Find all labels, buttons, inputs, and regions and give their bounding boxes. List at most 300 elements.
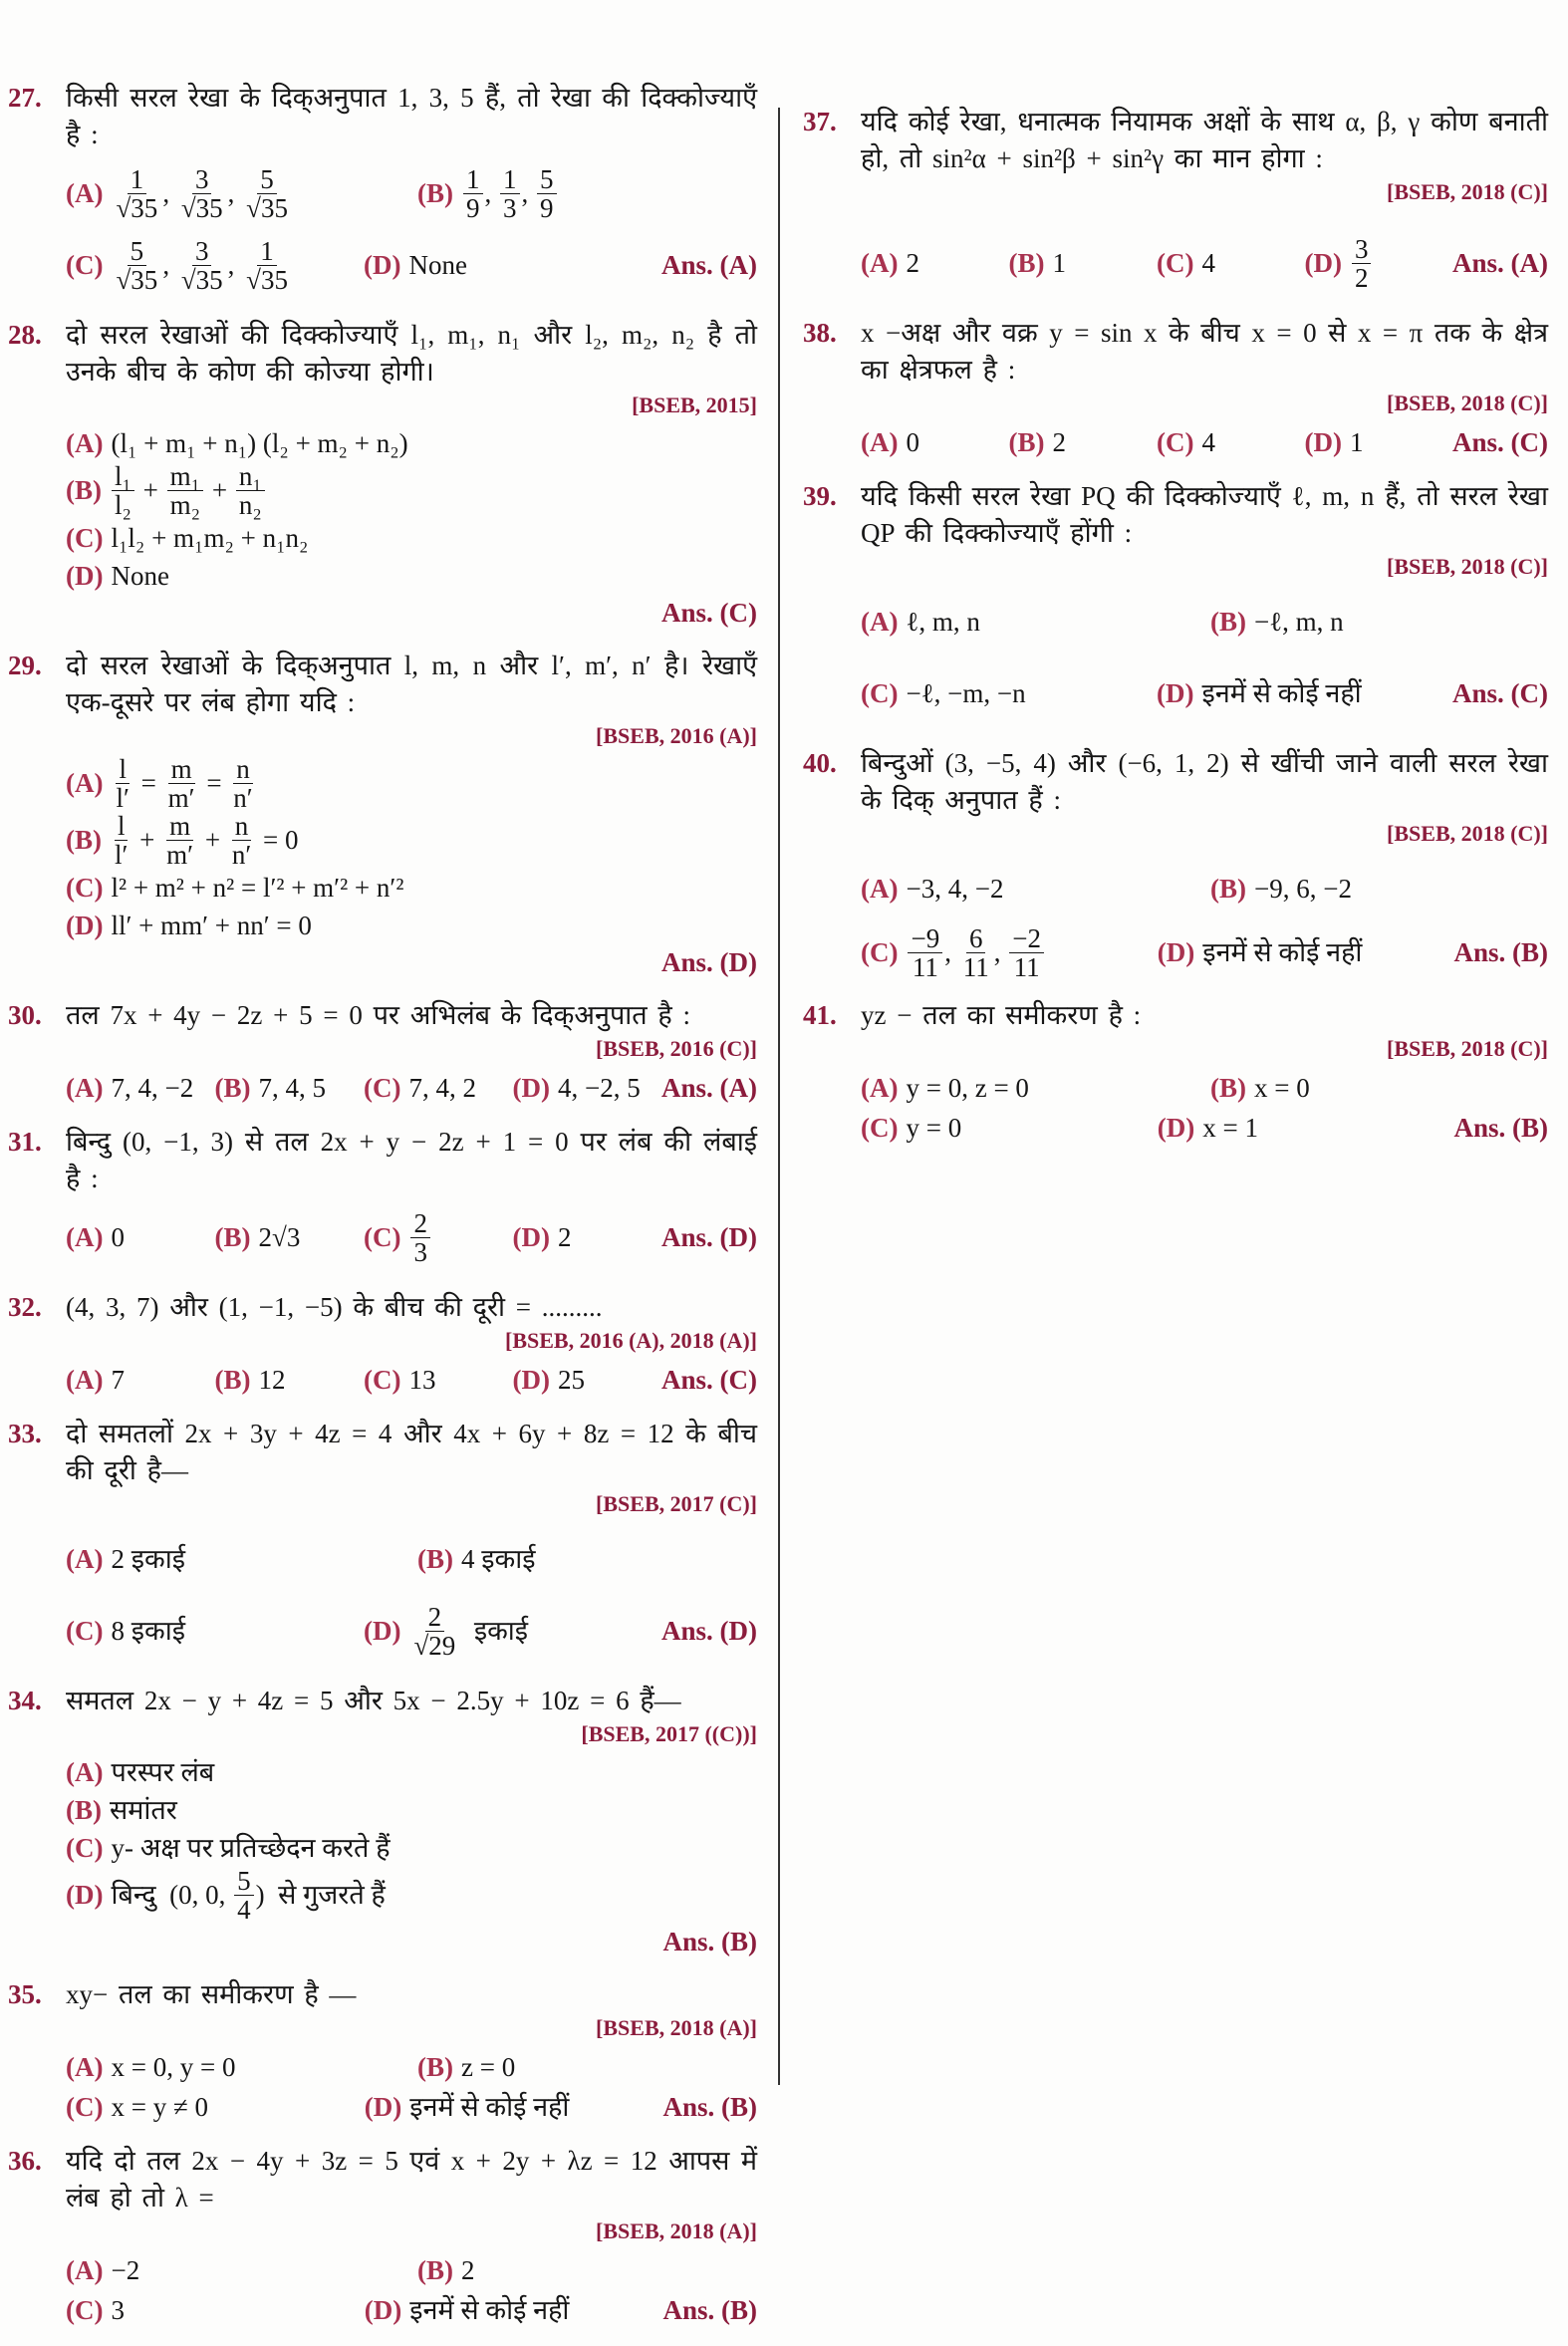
option-value: [111, 908, 311, 944]
option-row: [66, 1867, 757, 1924]
question-text: दो समतलों 2x + 3y + 4z = 4 और 4x + 6y + 8z = 12 के बीच की दूरी है—: [66, 1419, 757, 1485]
fraction-numerator: 3: [192, 237, 212, 266]
option-a[interactable]: [861, 1070, 1198, 1107]
question-body: [66, 1683, 757, 1960]
option-d[interactable]: [1157, 675, 1440, 712]
fraction-numerator: 5: [257, 165, 277, 194]
options: [66, 755, 757, 981]
option-c[interactable]: [66, 2292, 353, 2329]
option-text: +: [198, 825, 227, 855]
option-text: 7, 4, 2: [408, 1072, 476, 1103]
option-label: (D): [1157, 937, 1195, 967]
option-text: 2: [557, 1221, 572, 1252]
option-label: (D): [66, 1880, 104, 1910]
exam-source-tag: [BSEB, 2018 (C)]: [1387, 1036, 1548, 1061]
exam-source-tag: [BSEB, 2018 (C)]: [1387, 554, 1548, 579]
question-body: [66, 1289, 757, 1400]
option-value: [906, 604, 979, 641]
answer-label: Ans. (D): [661, 1615, 758, 1646]
option-d[interactable]: [513, 1362, 651, 1399]
option-value: [906, 1070, 1028, 1107]
option-d[interactable]: [1158, 1110, 1442, 1147]
option-label: (A): [66, 1543, 104, 1574]
fraction: [165, 755, 198, 812]
answer-label: Ans. (A): [1452, 247, 1549, 278]
question-number: 33.: [8, 1419, 42, 1448]
option-text: 13: [408, 1364, 436, 1395]
option-value: [906, 245, 919, 282]
option-label: (B): [1210, 606, 1246, 637]
option-text: 2√3: [258, 1221, 301, 1252]
option-row: [66, 907, 757, 944]
option-row: [861, 1068, 1548, 1108]
fraction-numerator: 3: [192, 165, 212, 194]
option-label: (D): [512, 1072, 550, 1103]
option-label: (A): [861, 247, 899, 278]
option-value: [408, 247, 466, 284]
option-label: (B): [417, 2051, 453, 2082]
option-text: 4: [1201, 426, 1215, 457]
fraction-denominator: n′: [231, 840, 252, 870]
option-text: 7, 4, 5: [258, 1072, 326, 1103]
option-label: (C): [861, 677, 899, 708]
fraction-denominator: √29: [413, 1630, 456, 1661]
option-c[interactable]: [861, 675, 1145, 712]
option-a[interactable]: [66, 2049, 405, 2086]
option-value: [558, 1219, 572, 1256]
option-a[interactable]: [66, 1362, 203, 1399]
option-d[interactable]: [365, 2292, 652, 2329]
option-text: 4, −2, 5: [557, 1072, 641, 1103]
fraction: [1009, 924, 1044, 981]
question-body: [66, 2143, 757, 2330]
option-d[interactable]: [364, 1603, 650, 1660]
fraction-numerator: −2: [1009, 924, 1044, 953]
option-row: [66, 2290, 757, 2330]
fraction-denominator: n′: [233, 783, 253, 813]
option-label: (D): [364, 2294, 402, 2325]
option-d[interactable]: [364, 247, 650, 284]
question-29: [8, 648, 757, 981]
option-text: इकाई: [460, 1615, 529, 1646]
option-d[interactable]: [365, 2089, 652, 2126]
option-b[interactable]: [417, 2049, 757, 2086]
option-text: इनमें से कोई नहीं: [1202, 937, 1363, 967]
option-text: 2 इकाई: [111, 1543, 185, 1574]
fraction: [113, 755, 131, 812]
question-text: दो सरल रेखाओं के दिक्अनुपात l, m, n और l′, m′, n′ है। रेखाएँ एक-दूसरे पर लंब होगा यदि :: [66, 651, 757, 717]
options: [66, 1201, 757, 1273]
option-label: (A): [66, 1221, 104, 1252]
option-value: [111, 2089, 208, 2126]
option-row: [66, 157, 757, 229]
option-value: [408, 1603, 528, 1660]
option-row: [66, 755, 757, 812]
option-row: [66, 1068, 757, 1108]
option-c[interactable]: [66, 1613, 352, 1650]
option-c[interactable]: [861, 924, 1146, 981]
option-value: [111, 2252, 139, 2289]
option-value: [1254, 871, 1352, 908]
answer-label: Ans. (B): [662, 1927, 757, 1956]
option-text: ,: [227, 177, 242, 208]
option-text: 2: [906, 247, 919, 278]
fraction: [463, 165, 483, 222]
option-b[interactable]: [66, 812, 757, 869]
option-d[interactable]: [1305, 424, 1441, 461]
fraction-denominator: √35: [116, 192, 158, 223]
option-text: −2: [111, 2254, 140, 2285]
fraction: [167, 462, 203, 519]
option-b[interactable]: [215, 1219, 353, 1256]
option-a[interactable]: [66, 755, 757, 812]
option-label: (A): [66, 177, 104, 208]
options: [861, 1068, 1548, 1148]
option-text: 1: [1349, 426, 1364, 457]
option-a[interactable]: [861, 245, 997, 282]
option-value: [111, 558, 168, 595]
option-label: (C): [1157, 426, 1194, 457]
option-text: 25: [557, 1364, 585, 1395]
option-text: 12: [258, 1364, 286, 1395]
question-text: यदि कोई रेखा, धनात्मक नियामक अक्षों के साथ α, β, γ कोण बनाती हो, तो sin²α + sin²β + sin²γ का मान होगा :: [861, 107, 1548, 173]
option-d[interactable]: [66, 558, 757, 595]
option-row: [66, 1360, 757, 1400]
fraction: [410, 1209, 430, 1266]
option-text: x = 0, y = 0: [111, 2051, 236, 2082]
option-b[interactable]: [66, 1792, 757, 1829]
option-text: =: [133, 768, 163, 798]
option-a[interactable]: [66, 1070, 203, 1107]
option-row: [66, 1595, 757, 1667]
option-b[interactable]: [1210, 871, 1548, 908]
option-label: (C): [66, 1615, 104, 1646]
option-text: बिन्दु (0, 0,: [111, 1880, 233, 1910]
option-value: [110, 812, 298, 869]
option-row: [66, 229, 757, 301]
options: [861, 586, 1548, 729]
option-row: [66, 557, 757, 595]
option-value: [111, 1613, 185, 1650]
option-label: (B): [1210, 873, 1246, 904]
fraction-denominator: m′: [167, 783, 195, 813]
option-text: z = 0: [461, 2051, 516, 2082]
fraction-denominator: √35: [246, 192, 288, 223]
option-text: −ℓ, −m, −n: [906, 677, 1026, 708]
option-b[interactable]: [417, 1541, 757, 1578]
fraction: [178, 165, 226, 222]
option-label: (C): [861, 937, 899, 967]
exam-source-tag: [BSEB, 2016 (A)]: [596, 723, 757, 748]
option-text: y = 0, z = 0: [906, 1072, 1029, 1103]
question-text: बिन्दुओं (3, −5, 4) और (−6, 1, 2) से खींची जाने वाली सरल रेखा के दिक् अनुपात हैं :: [861, 748, 1548, 815]
question-body: [861, 997, 1548, 1148]
option-value: [1053, 245, 1067, 282]
option-label: (D): [512, 1221, 550, 1252]
option-value: [111, 165, 292, 222]
option-value: [906, 1110, 961, 1147]
option-a[interactable]: [66, 2252, 405, 2289]
question-number: 38.: [803, 318, 837, 348]
option-text: l₁l₂ + m₁m₂ + n₁n₂: [111, 522, 309, 553]
fraction-numerator: 1: [500, 165, 520, 194]
option-row: [66, 462, 757, 519]
option-text: परस्पर लंब: [111, 1756, 215, 1787]
fraction: [908, 924, 942, 981]
option-d[interactable]: [513, 1070, 651, 1107]
option-c[interactable]: [66, 2089, 353, 2126]
answer-label: Ans. (A): [661, 249, 758, 280]
options: [66, 1753, 757, 1960]
question-body: [861, 104, 1548, 299]
option-a[interactable]: [861, 604, 1198, 641]
options: [861, 422, 1548, 462]
option-d[interactable]: [513, 1219, 651, 1256]
option-c[interactable]: [66, 1830, 757, 1867]
option-d[interactable]: [66, 1867, 757, 1924]
option-value: [111, 870, 403, 907]
fraction-numerator: l: [116, 755, 130, 784]
option-text: ,: [162, 249, 176, 280]
option-value: [1350, 235, 1374, 292]
option-row: [66, 1201, 757, 1273]
question-body: [66, 1976, 757, 2127]
question-text: यदि किसी सरल रेखा PQ की दिक्कोज्याएँ ℓ, m, n हैं, तो सरल रेखा QP की दिक्कोज्याएँ होंगी :: [861, 481, 1548, 548]
option-a[interactable]: [66, 1541, 405, 1578]
option-text: 2: [1052, 426, 1066, 457]
option-c[interactable]: [1157, 424, 1293, 461]
exam-source-tag: [BSEB, 2017 (C)]: [596, 1491, 757, 1516]
fraction: [163, 812, 196, 869]
options: [66, 157, 757, 301]
question-number: 28.: [8, 320, 42, 350]
option-text: x = y ≠ 0: [111, 2091, 209, 2122]
question-38: [803, 315, 1548, 462]
option-row: [861, 227, 1548, 299]
fraction-numerator: 1: [128, 165, 147, 194]
answer-label: Ans. (C): [1452, 426, 1549, 457]
option-row: [66, 2047, 757, 2087]
option-b[interactable]: [215, 1362, 353, 1399]
fraction-numerator: 5: [234, 1867, 254, 1896]
option-value: [906, 675, 1025, 712]
column-divider: [778, 108, 780, 2085]
option-row: [66, 519, 757, 557]
option-a[interactable]: [861, 871, 1198, 908]
option-row: [66, 1829, 757, 1867]
exam-source-tag: [BSEB, 2018 (A)]: [596, 2218, 757, 2243]
question-33: [8, 1416, 757, 1667]
option-b[interactable]: [1210, 1070, 1548, 1107]
question-number: 41.: [803, 1000, 837, 1030]
option-text: +: [132, 825, 162, 855]
question-number: 31.: [8, 1127, 42, 1157]
fraction-denominator: 9: [466, 192, 480, 223]
fraction-numerator: n: [232, 812, 252, 841]
fraction: [243, 165, 291, 222]
option-label: (C): [364, 1364, 401, 1395]
option-text: −ℓ, m, n: [1254, 606, 1344, 637]
question-text: बिन्दु (0, −1, 3) से तल 2x + y − 2z + 1 = 0 पर लंब की लंबाई है :: [66, 1127, 757, 1193]
option-text: ,: [162, 177, 176, 208]
option-row: [66, 812, 757, 869]
option-text: ,: [484, 177, 498, 208]
option-row: [861, 586, 1548, 657]
option-c[interactable]: [364, 1070, 501, 1107]
option-value: [408, 1209, 432, 1266]
fraction-denominator: √35: [246, 264, 288, 295]
fraction-numerator: m₁: [167, 462, 203, 491]
option-text: None: [111, 560, 169, 591]
option-a[interactable]: [861, 424, 997, 461]
option-label: (C): [66, 249, 104, 280]
option-b[interactable]: [215, 1070, 353, 1107]
option-c[interactable]: [66, 870, 757, 907]
option-a[interactable]: [66, 425, 757, 462]
answer-row: [66, 1924, 757, 1960]
fraction-numerator: m: [168, 755, 195, 784]
option-label: (A): [66, 1072, 104, 1103]
question-text: (4, 3, 7) और (1, −1, −5) के बीच की दूरी = .........: [66, 1292, 603, 1322]
option-c[interactable]: [66, 520, 757, 557]
option-text: x = 0: [1254, 1072, 1310, 1103]
option-label: (D): [66, 910, 104, 940]
option-label: (A): [861, 1072, 899, 1103]
option-text: −3, 4, −2: [906, 873, 1004, 904]
option-text: x = 1: [1202, 1112, 1258, 1143]
option-row: [861, 853, 1548, 924]
answer-label: Ans. (B): [662, 2294, 758, 2325]
fraction-numerator: 5: [537, 165, 557, 194]
option-label: (B): [417, 2254, 453, 2285]
option-label: (B): [214, 1072, 251, 1103]
option-label: (B): [1008, 426, 1045, 457]
options: [66, 1068, 757, 1108]
fraction: [112, 462, 134, 519]
option-value: [906, 424, 919, 461]
option-label: (B): [214, 1364, 251, 1395]
options: [66, 424, 757, 632]
question-number: 36.: [8, 2146, 42, 2176]
fraction-denominator: m′: [166, 840, 194, 870]
option-a[interactable]: [66, 1219, 203, 1256]
left-column: [8, 80, 757, 2346]
question-number: 30.: [8, 1000, 42, 1030]
fraction-denominator: n₂: [238, 490, 262, 520]
question-28: [8, 317, 757, 632]
option-value: [408, 1362, 435, 1399]
option-value: [111, 1219, 125, 1256]
answer-row: [66, 595, 757, 632]
question-text: yz − तल का समीकरण है :: [861, 1000, 1142, 1030]
question-37: [803, 104, 1548, 299]
option-b[interactable]: [417, 2252, 757, 2289]
option-label: (A): [66, 768, 104, 798]
option-c[interactable]: [364, 1362, 501, 1399]
options: [861, 853, 1548, 981]
exam-source-tag: [BSEB, 2018 (C)]: [1387, 821, 1548, 846]
exam-source-tag: [BSEB, 2018 (A)]: [596, 2015, 757, 2040]
option-row: [66, 424, 757, 462]
option-b[interactable]: [1210, 604, 1548, 641]
fraction-numerator: 2: [425, 1603, 445, 1632]
option-row: [66, 869, 757, 907]
question-body: [66, 80, 757, 301]
question-27: [8, 80, 757, 301]
answer-label: Ans. (D): [661, 1221, 758, 1252]
option-b[interactable]: [1009, 424, 1146, 461]
option-value: [461, 2049, 515, 2086]
option-label: (D): [1157, 1112, 1195, 1143]
option-label: (B): [214, 1221, 251, 1252]
option-value: [1201, 245, 1215, 282]
option-a[interactable]: [66, 1754, 757, 1791]
option-label: (D): [66, 560, 104, 591]
option-c[interactable]: [861, 1110, 1146, 1147]
option-label: (B): [66, 825, 102, 855]
question-36: [8, 2143, 757, 2330]
question-39: [803, 478, 1548, 729]
option-c[interactable]: [1157, 245, 1293, 282]
option-label: (A): [861, 606, 899, 637]
fraction-numerator: 3: [1352, 235, 1372, 264]
option-text: 1: [1052, 247, 1066, 278]
option-d[interactable]: [1305, 235, 1441, 292]
option-c[interactable]: [364, 1209, 501, 1266]
option-text: =: [199, 768, 229, 798]
question-text: किसी सरल रेखा के दिक्अनुपात 1, 3, 5 हैं, तो रेखा की दिक्कोज्याएँ है :: [66, 83, 757, 149]
option-row: [861, 657, 1548, 729]
fraction-denominator: 9: [540, 192, 554, 223]
question-32: [8, 1289, 757, 1400]
option-text: 4: [1201, 247, 1215, 278]
option-text: इनमें से कोई नहीं: [409, 2091, 570, 2122]
option-text: 7, 4, −2: [111, 1072, 194, 1103]
option-value: [111, 2049, 235, 2086]
option-text: 4 इकाई: [461, 1543, 536, 1574]
option-value: [111, 425, 407, 462]
question-31: [8, 1124, 757, 1273]
answer-label: Ans. (B): [1453, 1112, 1549, 1143]
option-value: [409, 2089, 569, 2126]
option-text: 7: [111, 1364, 125, 1395]
option-text: ,: [944, 937, 958, 967]
fraction-numerator: 5: [128, 237, 147, 266]
question-body: [861, 315, 1548, 462]
option-a[interactable]: [66, 165, 405, 222]
option-value: [259, 1070, 327, 1107]
option-b[interactable]: [66, 462, 757, 519]
option-label: (C): [66, 2294, 104, 2325]
fraction-denominator: 3: [503, 192, 517, 223]
option-c[interactable]: [66, 237, 352, 294]
option-b[interactable]: [1009, 245, 1146, 282]
option-d[interactable]: [66, 908, 757, 944]
option-label: (C): [861, 1112, 899, 1143]
option-d[interactable]: [1158, 934, 1442, 971]
exam-source-tag: [BSEB, 2018 (C)]: [1387, 179, 1548, 204]
option-value: [1350, 424, 1364, 461]
question-body: [861, 745, 1548, 981]
fraction: [500, 165, 520, 222]
option-text: समांतर: [110, 1794, 177, 1825]
option-value: [409, 2292, 569, 2329]
question-41: [803, 997, 1548, 1148]
option-b[interactable]: [417, 165, 757, 222]
fraction: [178, 237, 226, 294]
option-value: [1254, 1070, 1310, 1107]
option-text: ) से गुजरते हैं: [255, 1880, 386, 1910]
